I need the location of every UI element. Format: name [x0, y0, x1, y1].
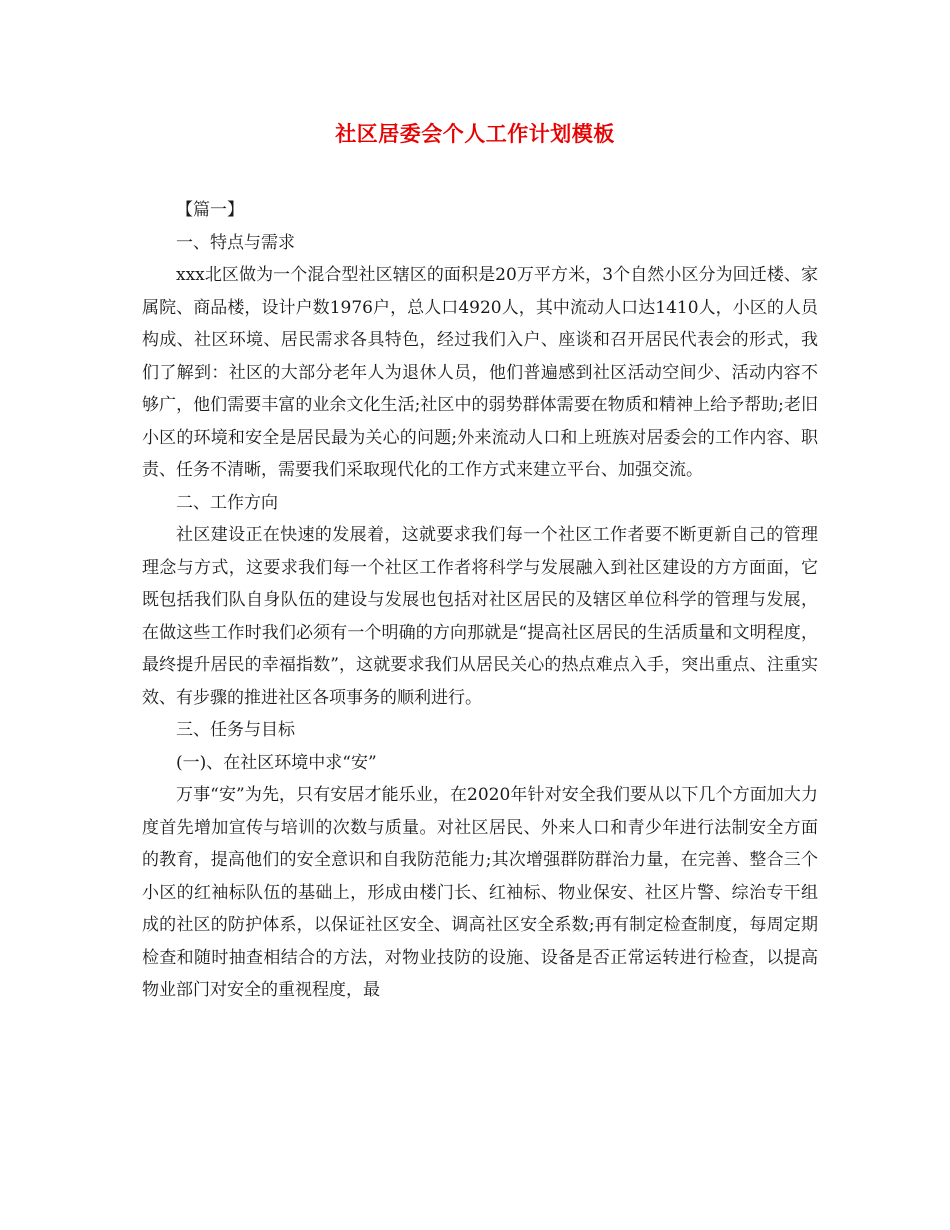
body-paragraph: xxx北区做为一个混合型社区辖区的面积是20万平方米，3个自然小区分为回迁楼、家属院、商品楼，设计户数1976户，总人口4920人，其中流动人口达1410人，小区的人员构成、社区环境、居民需求各具特色，经过我们入户、座谈和召开居民代表会的形式，我们了解到：社区的大部分老年人为退休人员，他们普遍感到社区活动空间少、活动内容不够广，他们需要丰富的业余文化生活;社区中的弱势群体需要在物质和精神上给予帮助;老旧小区的环境和安全是居民最为关心的问题;外来流动人口和上班族对居委会的工作内容、职责、任务不清晰，需要我们采取现代化的工作方式来建立平台、加强交流。 [142, 265, 818, 480]
section-heading: 二、工作方向 [176, 492, 278, 513]
body-paragraph: 社区建设正在快速的发展着，这就要求我们每一个社区工作者要不断更新自己的管理理念与方式，这要求我们每一个社区工作者将科学与发展融入到社区建设的方方面面，它既包括我们队自身队伍的建设与发展也包括对社区居民的及辖区单位科学的管理与发展，在做这些工作时我们必须有一个明确的方向那就是“提高社区居民的生活质量和文明程度，最终提升居民的幸福指数”，这就要求我们从居民关心的热点难点入手，突出重点、注重实效、有步骤的推进社区各项事务的顺利进行。 [142, 525, 818, 708]
section-heading: 三、任务与目标 [176, 720, 295, 740]
section-heading: 一、特点与需求 [176, 232, 295, 253]
subsection-heading: (一)、在社区环境中求“安” [176, 752, 377, 773]
document-title: 社区居委会个人工作计划模板 [335, 121, 615, 146]
section-marker: 【篇一】 [176, 200, 244, 220]
body-paragraph: 万事“安”为先，只有安居才能乐业，在2020年针对安全我们要从以下几个方面加大力度首先增加宣传与培训的次数与质量。对社区居民、外来人口和青少年进行法制安全方面的教育，提高他们的安全意识和自我防范能力;其次增强群防群治力量，在完善、整合三个小区的红袖标队伍的基础上，形成由楼门长、红袖标、物业保安、社区片警、综治专干组成的社区的防护体系，以保证社区安全、调高社区安全系数;再有制定检查制度，每周定期检查和随时抽查相结合的方法，对物业技防的设施、设备是否正常运转进行检查，以提高物业部门对安全的重视程度，最 [142, 785, 818, 1000]
document-body [142, 194, 818, 1007]
